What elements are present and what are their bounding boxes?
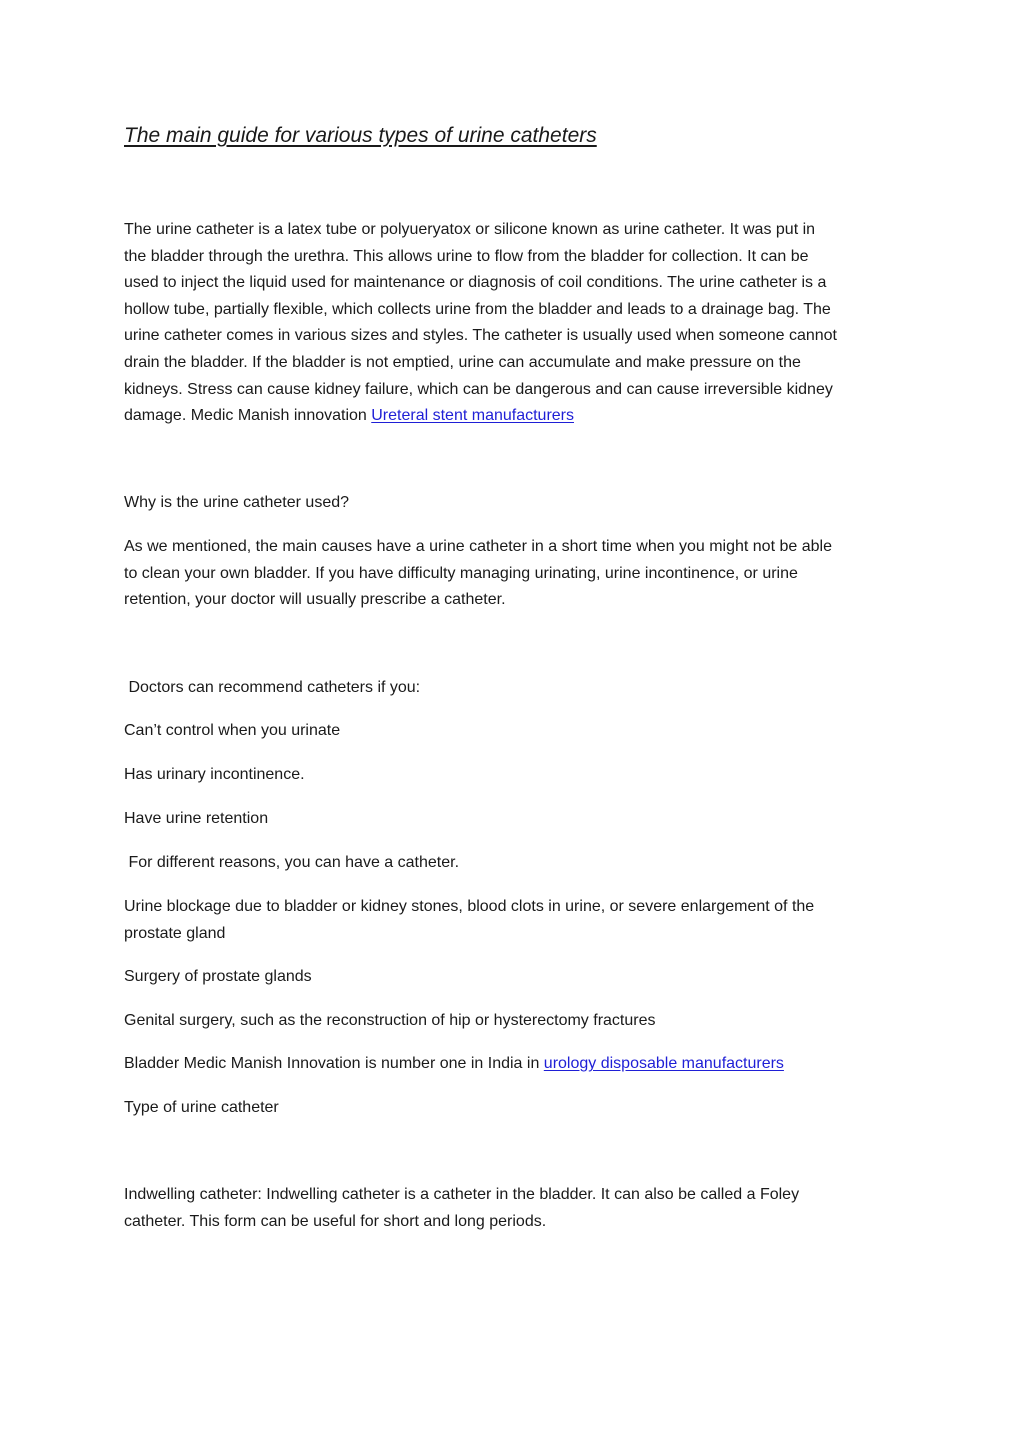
- intro-line: The urine catheter is a latex tube or polyueryatox or silicone known as urine catheter. It was put in: [124, 221, 816, 238]
- intro-paragraph: [124, 217, 899, 430]
- blockage-line: prostate gland: [124, 924, 226, 942]
- why-heading: Why is the urine catheter used?: [124, 494, 350, 511]
- intro-line: hollow tube, partially flexible, which collects urine from the bladder and leads to a drainage bag. The: [124, 300, 831, 318]
- reason-item: Can’t control when you urinate: [124, 722, 341, 739]
- bladder-paragraph: [124, 1051, 899, 1078]
- type-heading: Type of urine catheter: [124, 1099, 279, 1116]
- ureteral-stent-link[interactable]: Ureteral stent manufacturers: [371, 407, 574, 425]
- intro-line: urine catheter comes in various sizes and styles. The catheter is usually used when someone cannot: [124, 327, 837, 345]
- intro-line: drain the bladder. If the bladder is not emptied, urine can accumulate and make pressure on the: [124, 353, 801, 371]
- reason-item: Has urinary incontinence.: [124, 766, 305, 783]
- intro-line: used to inject the liquid used for maintenance or diagnosis of coil conditions. The urine catheter is a: [124, 274, 827, 292]
- surgery-item: Surgery of prostate glands: [124, 968, 312, 985]
- genital-surgery-item: Genital surgery, such as the reconstruction of hip or hysterectomy fractures: [124, 1012, 656, 1029]
- document-title: The main guide for various types of urine catheters: [124, 124, 597, 147]
- intro-line: the bladder through the urethra. This allows urine to flow from the bladder for collection. It can be: [124, 247, 809, 265]
- intro-line: kidneys. Stress can cause kidney failure, which can be dangerous and can cause irreversible kidney: [124, 380, 833, 398]
- why-paragraph: [124, 534, 899, 614]
- why-line: retention, your doctor will usually prescribe a catheter.: [124, 591, 506, 609]
- intro-last-prefix: damage. Medic Manish innovation: [124, 407, 372, 425]
- indwelling-line: Indwelling catheter: Indwelling catheter is a catheter in the bladder. It can also be called a Foley: [124, 1186, 800, 1203]
- different-reasons-heading: For different reasons, you can have a catheter.: [124, 854, 460, 871]
- why-line: As we mentioned, the main causes have a urine catheter in a short time when you might not be able: [124, 538, 832, 555]
- reason-item: Have urine retention: [124, 810, 269, 827]
- bladder-prefix: Bladder Medic Manish Innovation is number one in India in: [124, 1055, 544, 1072]
- blockage-line: Urine blockage due to bladder or kidney stones, blood clots in urine, or severe enlargement of the: [124, 898, 815, 915]
- blockage-paragraph: [124, 894, 899, 947]
- why-line: to clean your own bladder. If you have difficulty managing urinating, urine incontinence, or urine: [124, 564, 798, 582]
- indwelling-paragraph: [124, 1182, 899, 1235]
- urology-disposable-link[interactable]: urology disposable manufacturers: [543, 1055, 784, 1072]
- indwelling-line: catheter. This form can be useful for short and long periods.: [124, 1212, 547, 1230]
- doctors-heading: Doctors can recommend catheters if you:: [124, 679, 421, 696]
- intro-last-line: [124, 403, 899, 430]
